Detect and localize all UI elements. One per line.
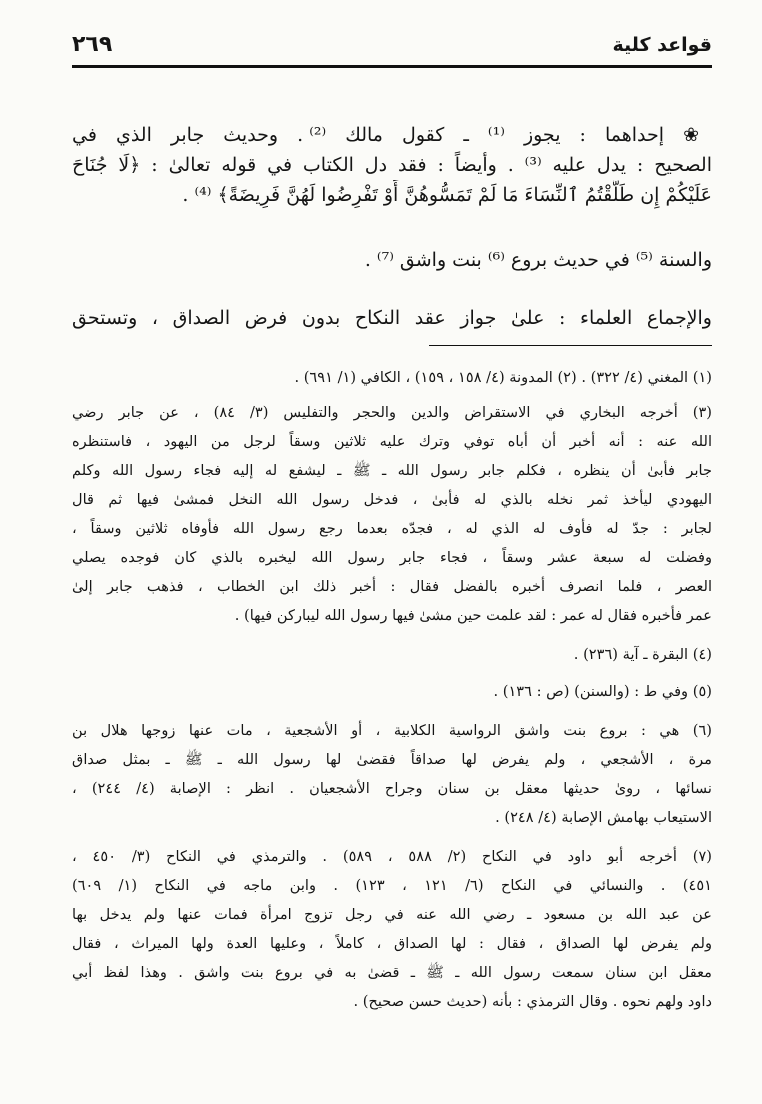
footnote-line: جابر فأبىٰ أن ينظره ، فكلم جابر رسول الله ـ ﷺ ـ ليشفع له إليه فجاء رسول الله وكلم bbox=[72, 462, 712, 479]
footnote-line: اليهودي ليأخذ ثمر نخله بالذي له فأبىٰ ، فدخل رسول الله النخل فمشىٰ فيها ثم قال bbox=[72, 491, 712, 508]
footnote-line: ولم يفرض لها الصداق ، فقال : لها الصداق ، كاملاً ، وعليها العدة ولها الميراث ، فقال bbox=[72, 935, 712, 952]
page-number: ٢٦٩ bbox=[72, 32, 113, 57]
body-line-4: والسنة ⁽⁵⁾ في حديث بروع ⁽⁶⁾ بنت واشق ⁽⁷⁾ . bbox=[364, 249, 712, 271]
body-line-1: ❀ إحداهما : يجوز ⁽¹⁾ ـ كقول مالك ⁽²⁾ . وحديث جابر الذي في bbox=[72, 124, 712, 146]
footnote-line: مرة ، الأشجعي ، ولم يفرض لها صداقاً فقضىٰ لها رسول الله ـ ﷺ ـ بمثل صداق bbox=[72, 751, 712, 768]
body-line-3: عَلَيْكُمْ إِن طَلَّقْتُمُ ٱلنِّسَاءَ مَا لَمْ تَمَسُّوهُنَّ أَوْ تَفْرِضُوا لَهُنَّ فَرِيضَةً﴾ ⁽⁴⁾ . bbox=[182, 184, 712, 206]
footnote-line: (٤) البقرة ـ آية (٢٣٦) . bbox=[573, 646, 712, 663]
body-line-5: والإجماع العلماء : علىٰ جواز عقد النكاح بدون فرض الصداق ، وتستحق bbox=[72, 307, 712, 329]
page-header bbox=[72, 30, 712, 70]
footnote-line: (٧) أخرجه أبو داود في النكاح (٢/ ٥٨٨ ، ٥٨٩) . والترمذي في النكاح (٣/ ٤٥٠ ، bbox=[72, 848, 712, 865]
footnote-line: الاستيعاب بهامش الإصابة (٤/ ٢٤٨) . bbox=[495, 809, 712, 826]
header-rule bbox=[72, 65, 712, 68]
footnote-line: الله عنه : أنه أخبر أن أباه توفي وترك عليه ثلاثين وسقاً لرجل من اليهود ، فاستنظره bbox=[72, 433, 712, 450]
body-line-2: الصحيح : يدل عليه ⁽³⁾ . وأيضاً : فقد دل الكتاب في قوله تعالىٰ : ﴿لَا جُنَاحَ bbox=[72, 154, 712, 176]
footnote-line: وفضلت له سبعة عشر وسقاً ، فجاء جابر رسول الله ليخبره بالذي كان فوجده يصلي bbox=[72, 549, 712, 566]
footnote-line: عمر فأخبره فقال له عمر : لقد علمت حين مشىٰ فيها رسول الله ليباركن فيها) . bbox=[234, 607, 712, 624]
footnote-line: (٥) وفي ط : (والسنن) (ص : ١٣٦) . bbox=[493, 683, 712, 700]
footnote-line: نسائها ، روىٰ حديثها معقل بن سنان وجراح الأشجعيان . انظر : الإصابة (٤/ ٢٤٤) ، bbox=[72, 780, 712, 797]
footnote-line: (٦) هي : بروع بنت واشق الرواسية الكلابية ، أو الأشجعية ، مات عنها زوجها هلال بن bbox=[72, 722, 712, 739]
footnote-line: ٤٥١) . والنسائي في النكاح (٦/ ١٢١ ، ١٢٣) . وابن ماجه في النكاح (١/ ٦٠٩) bbox=[72, 877, 712, 894]
footnote-line: داود ولهم نحوه . وقال الترمذي : بأنه (حديث حسن صحيح) . bbox=[353, 993, 712, 1010]
footnote-line: (٣) أخرجه البخاري في الاستقراض والدين والحجر والتفليس (٣/ ٨٤) ، عن جابر رضي bbox=[72, 404, 712, 421]
footnote-line: (١) المغني (٤/ ٣٢٢) . (٢) المدونة (٤/ ١٥٨ ، ١٥٩) ، الكافي (١/ ٦٩١) . bbox=[294, 369, 712, 386]
footnote-separator bbox=[429, 345, 712, 346]
running-title: قواعد كلية bbox=[612, 34, 712, 56]
footnote-line: عن عبد الله بن مسعود ـ رضي الله عنه في رجل تزوج امرأة فمات عنها ولم يدخل بها bbox=[72, 906, 712, 923]
footnote-line: العصر ، فلما انصرف أخبره بالفضل فقال : أخبر ذلك ابن الخطاب ، فذهب جابر إلىٰ bbox=[72, 578, 712, 595]
footnote-line: لجابر : جدّ له فأوف له الذي له ، فجدّه بعدما رجع رسول الله فأوفاه ثلاثين وسقاً ، bbox=[72, 520, 712, 537]
footnote-line: معقل ابن سنان سمعت رسول الله ـ ﷺ ـ قضىٰ به في بروع بنت واشق . وهذا لفظ أبي bbox=[72, 964, 712, 981]
